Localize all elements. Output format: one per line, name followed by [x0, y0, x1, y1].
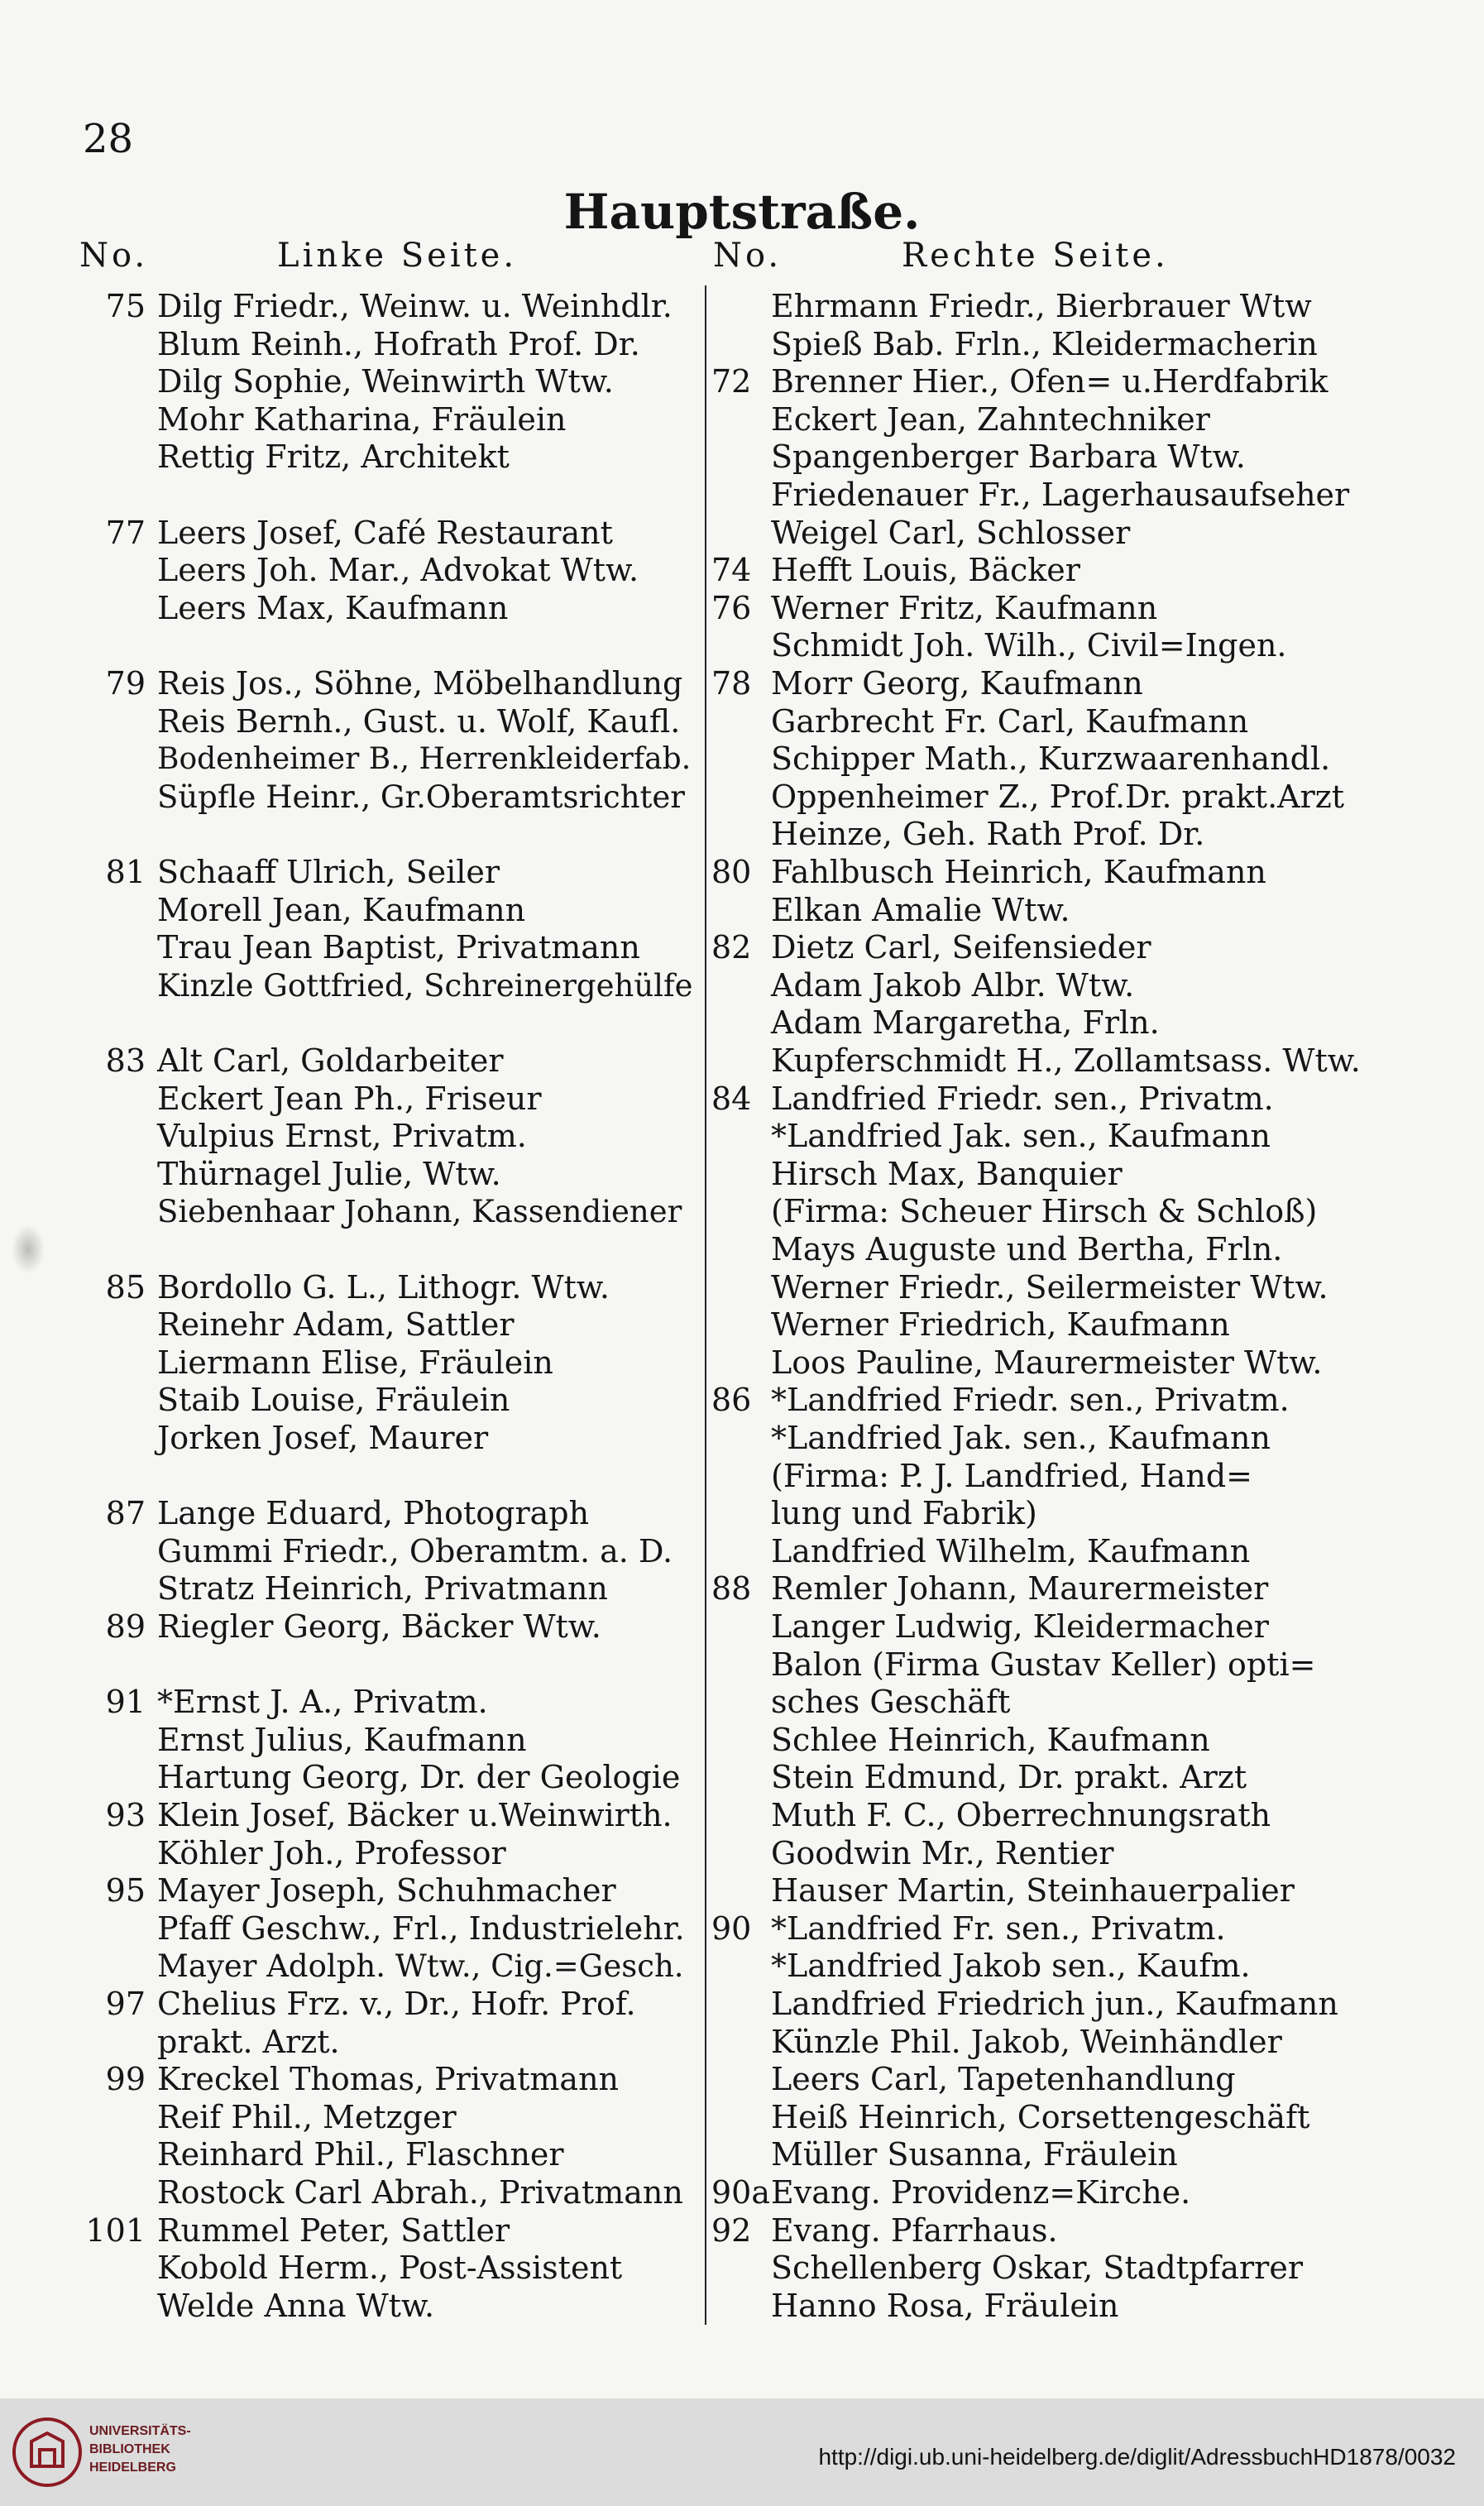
left-resident-entry: Leers Max, Kaufmann	[157, 589, 509, 626]
right-entry-row	[0, 2099, 1484, 2136]
right-entry-row	[0, 703, 1484, 740]
right-entry-row	[0, 892, 1484, 929]
right-house-number: 84	[711, 1080, 752, 1117]
left-resident-entry: Staib Louise, Fräulein	[157, 1382, 510, 1419]
right-resident-entry: Mays Auguste und Bertha, Frln.	[771, 1231, 1283, 1267]
right-resident-entry: Künzle Phil. Jakob, Weinhändler	[771, 2023, 1282, 2060]
right-resident-entry: Schipper Math., Kurzwaarenhandl.	[771, 740, 1331, 778]
right-resident-entry: Hauser Martin, Steinhauerpalier	[771, 1872, 1295, 1909]
right-resident-entry: Muth F. C., Oberrechnungsrath	[771, 1797, 1271, 1833]
right-resident-entry: Goodwin Mr., Rentier	[771, 1834, 1114, 1871]
right-house-number: 76	[711, 589, 752, 626]
right-entry-row	[0, 1533, 1484, 1570]
right-entry-row	[0, 552, 1484, 589]
right-entry-row	[0, 1081, 1484, 1118]
page-title: Hauptstraße.	[563, 184, 921, 240]
right-resident-entry: *Landfried Fr. sen., Privatm.	[771, 1909, 1226, 1947]
right-entry-row	[0, 2288, 1484, 2325]
right-resident-entry: Kupferschmidt H., Zollamtsass. Wtw.	[771, 1042, 1361, 1079]
right-resident-entry: Hirsch Max, Banquier	[771, 1155, 1123, 1192]
left-resident-entry: Köhler Joh., Professor	[157, 1834, 506, 1871]
right-resident-entry: Langer Ludwig, Kleidermacher	[771, 1608, 1269, 1645]
right-entry-row	[0, 326, 1484, 363]
right-resident-entry: (Firma: Scheuer Hirsch & Schloß)	[771, 1193, 1318, 1230]
right-entry-row	[0, 1269, 1484, 1306]
source-url[interactable]: http://digi.ub.uni-heidelberg.de/diglit/AdressbuchHD1878/0032	[818, 2444, 1456, 2470]
right-resident-entry: Garbrecht Fr. Carl, Kaufmann	[771, 702, 1249, 740]
right-house-number: 72	[711, 363, 752, 400]
left-resident-entry: Leers Joh. Mar., Advokat Wtw.	[157, 552, 639, 589]
right-house-number: 92	[711, 2211, 752, 2249]
right-resident-entry: Evang. Providenz=Kirche.	[771, 2174, 1191, 2211]
left-resident-entry: Bodenheimer B., Herrenkleiderfab.	[157, 742, 692, 777]
right-resident-entry: Dietz Carl, Seifensieder	[771, 929, 1151, 966]
left-resident-entry: Schaaff Ulrich, Seiler	[157, 854, 500, 890]
right-entry-row	[0, 2024, 1484, 2061]
right-entry-row	[0, 1684, 1484, 1721]
right-entry-row	[0, 1722, 1484, 1759]
left-resident-entry: Ernst Julius, Kaufmann	[157, 1721, 527, 1758]
right-entry-row	[0, 1344, 1484, 1382]
right-entry-row	[0, 1042, 1484, 1080]
left-resident-entry: Trau Jean Baptist, Privatmann	[157, 929, 640, 966]
right-entry-row	[0, 1948, 1484, 1985]
left-resident-entry: Reif Phil., Metzger	[157, 2098, 457, 2135]
right-resident-entry: (Firma: P. J. Landfried, Hand=	[771, 1457, 1253, 1494]
right-resident-entry: Hefft Louis, Bäcker	[771, 552, 1080, 589]
right-entry-row	[0, 2250, 1484, 2287]
right-entry-row	[0, 627, 1484, 664]
right-entry-row	[0, 477, 1484, 514]
right-entry-row	[0, 740, 1484, 778]
right-resident-entry: sches Geschäft	[771, 1684, 1011, 1721]
left-house-number: 75	[105, 288, 146, 324]
right-entry-row	[0, 288, 1484, 325]
right-entry-row	[0, 854, 1484, 891]
left-resident-entry: Reis Jos., Söhne, Möbelhandlung	[157, 665, 683, 702]
right-resident-entry: Hanno Rosa, Fräulein	[771, 2287, 1119, 2324]
left-resident-entry: Mayer Joseph, Schuhmacher	[157, 1872, 616, 1909]
left-house-number: 93	[105, 1797, 146, 1833]
left-house-number: 79	[105, 665, 146, 702]
right-resident-entry: Adam Margaretha, Frln.	[771, 1004, 1160, 1042]
right-resident-entry: Landfried Wilhelm, Kaufmann	[771, 1532, 1251, 1569]
right-entry-row	[0, 2061, 1484, 2098]
left-house-number: 85	[105, 1268, 146, 1306]
right-resident-entry: Eckert Jean, Zahntechniker	[771, 400, 1210, 438]
right-house-number: 78	[711, 665, 752, 702]
right-entry-row	[0, 438, 1484, 476]
right-side-header: Rechte Seite.	[902, 237, 1169, 275]
left-resident-entry: Reinehr Adam, Sattler	[157, 1306, 515, 1344]
left-resident-entry: Rostock Carl Abrah., Privatmann	[157, 2174, 683, 2211]
right-entry-row	[0, 1872, 1484, 1909]
right-entry-row	[0, 363, 1484, 400]
left-house-number: 101	[85, 2211, 146, 2249]
left-resident-entry: Stratz Heinrich, Privatmann	[157, 1570, 608, 1608]
left-resident-entry: Vulpius Ernst, Privatm.	[157, 1118, 527, 1155]
left-resident-entry: Mayer Adolph. Wtw., Cig.=Gesch.	[157, 1948, 684, 1985]
right-house-number: 88	[711, 1570, 752, 1608]
right-resident-entry: Friedenauer Fr., Lagerhausaufseher	[771, 477, 1350, 513]
library-line-1: UNIVERSITÄTS-	[89, 2424, 191, 2438]
left-house-number: 83	[105, 1042, 146, 1079]
left-resident-entry: prakt. Arzt.	[157, 2023, 340, 2060]
left-house-number: 87	[105, 1495, 146, 1532]
right-entry-row	[0, 1420, 1484, 1457]
right-entry-row	[0, 1458, 1484, 1495]
right-entry-row	[0, 2174, 1484, 2211]
left-resident-entry: Bordollo G. L., Lithogr. Wtw.	[157, 1268, 610, 1306]
right-resident-entry: Stein Edmund, Dr. prakt. Arzt	[771, 1759, 1247, 1796]
left-resident-entry: Liermann Elise, Fräulein	[157, 1344, 553, 1381]
left-resident-entry: Gummi Friedr., Oberamtm. a. D.	[157, 1532, 673, 1569]
left-no-header: No.	[79, 237, 149, 275]
right-resident-entry: Oppenheimer Z., Prof.Dr. prakt.Arzt	[771, 778, 1345, 815]
right-resident-entry: Evang. Pfarrhaus.	[771, 2211, 1058, 2249]
left-resident-entry: Morell Jean, Kaufmann	[157, 891, 526, 928]
left-resident-entry: Alt Carl, Goldarbeiter	[157, 1042, 504, 1079]
right-entry-row	[0, 515, 1484, 552]
left-house-number: 81	[105, 854, 146, 890]
right-house-number: 82	[711, 929, 752, 966]
left-resident-entry: Dilg Sophie, Weinwirth Wtw.	[157, 363, 614, 400]
right-resident-entry: Spieß Bab. Frln., Kleidermacherin	[771, 325, 1318, 362]
right-entry-row	[0, 1156, 1484, 1193]
right-entry-row	[0, 1835, 1484, 1872]
left-house-number: 99	[105, 2061, 146, 2098]
right-resident-entry: Fahlbusch Heinrich, Kaufmann	[771, 854, 1266, 890]
right-house-number: 86	[711, 1382, 752, 1419]
right-resident-entry: *Landfried Jak. sen., Kaufmann	[771, 1420, 1271, 1456]
right-resident-entry: *Landfried Jakob sen., Kaufm.	[771, 1948, 1251, 1985]
right-resident-entry: Remler Johann, Maurermeister	[771, 1570, 1269, 1608]
page-number: 28	[83, 116, 134, 162]
right-resident-entry: Schlee Heinrich, Kaufmann	[771, 1721, 1210, 1758]
right-entry-row	[0, 816, 1484, 853]
left-resident-entry: Lange Eduard, Photograph	[157, 1495, 590, 1532]
right-resident-entry: Schmidt Joh. Wilh., Civil=Ingen.	[771, 627, 1287, 664]
left-resident-entry: Eckert Jean Ph., Friseur	[157, 1080, 542, 1117]
right-resident-entry: Adam Jakob Albr. Wtw.	[771, 966, 1135, 1004]
right-resident-entry: Elkan Amalie Wtw.	[771, 891, 1070, 928]
right-resident-entry: Heiß Heinrich, Corsettengeschäft	[771, 2098, 1310, 2135]
right-entry-row	[0, 1646, 1484, 1684]
right-entry-row	[0, 1608, 1484, 1646]
right-entry-row	[0, 1910, 1484, 1948]
right-resident-entry: Müller Susanna, Fräulein	[771, 2136, 1178, 2173]
right-resident-entry: Spangenberger Barbara Wtw.	[771, 438, 1246, 476]
right-entry-row	[0, 1306, 1484, 1344]
right-house-number: 74	[711, 552, 752, 589]
right-resident-entry: Morr Georg, Kaufmann	[771, 665, 1143, 702]
left-resident-entry: Klein Josef, Bäcker u.Weinwirth.	[157, 1797, 673, 1833]
right-resident-entry: Heinze, Geh. Rath Prof. Dr.	[771, 816, 1205, 853]
right-resident-entry: Balon (Firma Gustav Keller) opti=	[771, 1646, 1316, 1683]
left-resident-entry: Kreckel Thomas, Privatmann	[157, 2061, 620, 2098]
right-entry-row	[0, 1759, 1484, 1796]
right-entry-row	[0, 1118, 1484, 1155]
left-resident-entry: Leers Josef, Café Restaurant	[157, 514, 613, 551]
library-line-3: HEIDELBERG	[89, 2460, 176, 2475]
left-resident-entry: Rummel Peter, Sattler	[157, 2211, 510, 2249]
left-resident-entry: Mohr Katharina, Fräulein	[157, 400, 567, 438]
left-resident-entry: Dilg Friedr., Weinw. u. Weinhdlr.	[157, 288, 673, 324]
left-resident-entry: Kinzle Gottfried, Schreinergehülfe	[157, 967, 693, 1004]
right-resident-entry: Ehrmann Friedr., Bierbrauer Wtw	[771, 288, 1312, 324]
left-resident-entry: Riegler Georg, Bäcker Wtw.	[157, 1608, 601, 1645]
right-entry-row	[0, 1570, 1484, 1608]
right-resident-entry: Leers Carl, Tapetenhandlung	[771, 2061, 1236, 2098]
left-house-number: 95	[105, 1872, 146, 1909]
right-resident-entry: Landfried Friedrich jun., Kaufmann	[771, 1986, 1338, 2022]
right-house-number: 80	[711, 854, 752, 890]
library-line-2: BIBLIOTHEK	[89, 2442, 170, 2456]
right-resident-entry: Schellenberg Oskar, Stadtpfarrer	[771, 2250, 1303, 2287]
right-entry-row	[0, 929, 1484, 966]
right-no-header: No.	[713, 237, 783, 275]
right-resident-entry: Werner Fritz, Kaufmann	[771, 589, 1158, 626]
left-resident-entry: Reis Bernh., Gust. u. Wolf, Kaufl.	[157, 702, 681, 740]
ub-heidelberg-logo-icon	[12, 2417, 83, 2488]
right-entry-row	[0, 1382, 1484, 1419]
left-resident-entry: *Ernst J. A., Privatm.	[157, 1684, 488, 1721]
left-resident-entry: Chelius Frz. v., Dr., Hofr. Prof.	[157, 1986, 636, 2022]
left-resident-entry: Welde Anna Wtw.	[157, 2287, 435, 2324]
left-resident-entry: Süpfle Heinr., Gr.Oberamtsrichter	[157, 779, 685, 815]
left-house-number: 91	[105, 1684, 146, 1721]
left-resident-entry: Rettig Fritz, Architekt	[157, 438, 510, 476]
right-entry-row	[0, 665, 1484, 702]
right-entry-row	[0, 1193, 1484, 1230]
right-entry-row	[0, 590, 1484, 627]
smudge-mark	[12, 1224, 45, 1274]
left-resident-entry: Thürnagel Julie, Wtw.	[157, 1155, 501, 1192]
right-resident-entry: *Landfried Jak. sen., Kaufmann	[771, 1118, 1271, 1155]
right-house-number: 90	[711, 1909, 752, 1947]
right-entry-row	[0, 1495, 1484, 1532]
right-resident-entry: lung und Fabrik)	[771, 1495, 1037, 1532]
right-resident-entry: Weigel Carl, Schlosser	[771, 514, 1131, 551]
left-house-number: 89	[105, 1608, 146, 1645]
left-resident-entry: Kobold Herm., Post-Assistent	[157, 2250, 623, 2287]
left-resident-entry: Hartung Georg, Dr. der Geologie	[157, 1759, 681, 1796]
right-entry-row	[0, 401, 1484, 438]
right-entry-row	[0, 2212, 1484, 2250]
left-house-number: 97	[105, 1986, 146, 2022]
left-resident-entry: Siebenhaar Johann, Kassendiener	[157, 1194, 682, 1230]
right-resident-entry: Landfried Friedr. sen., Privatm.	[771, 1080, 1274, 1117]
right-resident-entry: Werner Friedr., Seilermeister Wtw.	[771, 1268, 1328, 1306]
right-resident-entry: Brenner Hier., Ofen= u.Herdfabrik	[771, 363, 1328, 400]
library-name	[89, 2422, 191, 2477]
left-resident-entry: Blum Reinh., Hofrath Prof. Dr.	[157, 325, 640, 362]
right-house-number: 90a	[711, 2174, 771, 2211]
right-resident-entry: Werner Friedrich, Kaufmann	[771, 1306, 1230, 1344]
right-entry-row	[0, 779, 1484, 816]
right-entry-row	[0, 1797, 1484, 1834]
right-entry-row	[0, 2136, 1484, 2173]
right-resident-entry: Loos Pauline, Maurermeister Wtw.	[771, 1344, 1323, 1381]
left-resident-entry: Reinhard Phil., Flaschner	[157, 2136, 564, 2173]
right-entry-row	[0, 1231, 1484, 1268]
right-entry-row	[0, 1004, 1484, 1042]
left-resident-entry: Jorken Josef, Maurer	[157, 1420, 489, 1456]
left-side-header: Linke Seite.	[277, 237, 518, 275]
left-house-number: 77	[105, 514, 146, 551]
right-entry-row	[0, 967, 1484, 1004]
left-resident-entry: Pfaff Geschw., Frl., Industrielehr.	[157, 1909, 685, 1947]
right-entry-row	[0, 1986, 1484, 2023]
right-resident-entry: *Landfried Friedr. sen., Privatm.	[771, 1382, 1290, 1419]
